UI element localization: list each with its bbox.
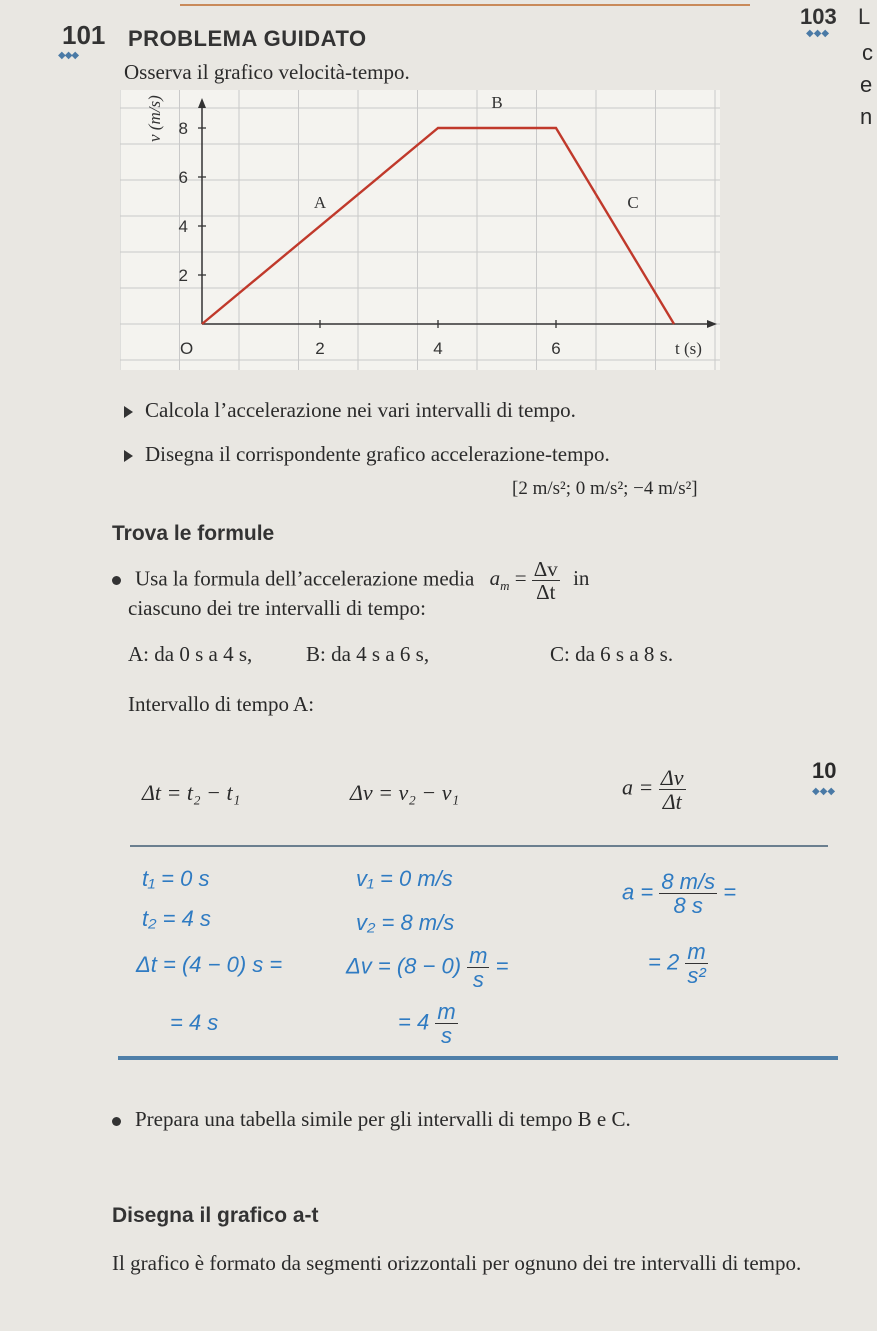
header-a-fraction: [659, 766, 686, 813]
dv-result-den: s: [440, 1023, 452, 1049]
formula-numerator: Δv: [533, 557, 558, 581]
top-rule: [180, 4, 750, 6]
dot-bullet-icon: [112, 1117, 121, 1126]
answer-values: [2 m/s²; 0 m/s²; −4 m/s²]: [512, 478, 698, 499]
segment-label-b: B: [491, 93, 503, 112]
prepara-content: Prepara una tabella simile per gli intervalli di tempo B e C.: [135, 1107, 631, 1131]
dv-calc-den: s: [472, 967, 484, 993]
task-1: [124, 398, 576, 423]
side-letter-2: e: [860, 72, 873, 97]
y-tick-label: 8: [178, 119, 188, 138]
dv-calc-fraction: [467, 944, 489, 991]
a-result-fraction: [685, 940, 707, 987]
formula-denominator: Δt: [536, 580, 556, 605]
intro-text: Osserva il grafico velocità-tempo.: [124, 60, 410, 84]
y-tick-label: 6: [178, 168, 188, 187]
x-tick-label: 4: [433, 339, 443, 358]
row-v2: v₂ = 8 m/s: [356, 910, 455, 935]
side-letter-3: n: [860, 104, 873, 129]
x-axis-label: t (s): [675, 339, 702, 358]
segment-label-c: C: [627, 193, 639, 212]
triangle-bullet-icon: [124, 450, 133, 462]
dv-calc-lhs: Δv = (8 − 0): [346, 953, 462, 979]
trova-in: in: [573, 566, 590, 591]
origin-label: O: [180, 339, 194, 358]
velocity-time-chart: [120, 90, 720, 370]
trova-text-1: Usa la formula dell’accelerazione media: [135, 566, 475, 591]
problem-title: PROBLEMA GUIDATO: [128, 26, 367, 51]
chart-background: [120, 90, 720, 370]
task-2-text: Disegna il corrispondente grafico accelerazione-tempo.: [145, 442, 610, 466]
side-dots: ◆◆◆: [812, 786, 836, 797]
row-a-calc: [622, 870, 736, 917]
a-result-num: m: [687, 939, 706, 964]
triangle-bullet-icon: [124, 406, 133, 418]
dv-calc-eq: =: [495, 953, 509, 979]
interval-a: A: da 0 s a 4 s,: [128, 642, 253, 666]
trova-line-2: ciascuno dei tre intervalli di tempo:: [128, 596, 426, 620]
y-tick-label: 2: [178, 266, 188, 285]
header-a-lhs: a =: [622, 774, 654, 800]
y-axis-label: v (m/s): [145, 95, 164, 142]
trova-line-1: Usa la formula dell’accelerazione media $a_m$ = $\frac{\Delta v}{\Delta t}$ in: [112, 558, 752, 603]
x-tick-label: 2: [315, 339, 325, 358]
task-2: [124, 442, 610, 467]
page-dots: ◆◆◆: [806, 28, 830, 39]
row-dt-result: = 4 s: [170, 1010, 219, 1035]
formula-a: a: [489, 566, 501, 591]
row-dv-calc: [346, 944, 508, 991]
problem-number: 101: [62, 20, 106, 50]
dv-result-num: m: [437, 999, 456, 1024]
header-a-num: Δv: [660, 765, 684, 790]
table-header-dt: Δt = t₂ − t₁: [142, 780, 241, 805]
a-calc-lhs: a =: [622, 879, 654, 905]
side-problem-number: 10: [812, 758, 837, 783]
disegna-text: Il grafico è formato da segmenti orizzontali per ognuno dei tre intervalli di tempo.: [112, 1251, 802, 1275]
row-a-result: [648, 940, 708, 987]
a-calc-eq: =: [723, 879, 737, 905]
page-corner-letter: L: [858, 4, 871, 29]
header-a-den: Δt: [662, 789, 682, 815]
page-number: 103: [800, 4, 837, 29]
a-calc-num: 8 m/s: [661, 869, 716, 894]
a-calc-den: 8 s: [673, 893, 703, 919]
interval-c: C: da 6 s a 8 s.: [550, 642, 674, 666]
a-result-den: s²: [687, 963, 706, 989]
y-tick-label: 4: [178, 217, 188, 236]
dv-result-lhs: = 4: [398, 1009, 430, 1035]
dv-calc-num: m: [469, 943, 488, 968]
interval-b: B: da 4 s a 6 s,: [306, 642, 430, 666]
table-bottom-rule: [118, 1056, 838, 1060]
a-result-lhs: = 2: [648, 949, 680, 975]
table-header-dv: Δv = v₂ − v₁: [350, 780, 460, 805]
row-v1: v₁ = 0 m/s: [356, 866, 453, 891]
formula-sub: m: [500, 578, 510, 594]
a-calc-fraction: [659, 870, 717, 917]
table-divider: [130, 845, 828, 847]
side-letter-1: c: [862, 40, 873, 65]
difficulty-dots: ◆◆◆: [58, 50, 79, 61]
x-tick-label: 6: [551, 339, 561, 358]
section-title-disegna: Disegna il grafico a-t: [112, 1204, 319, 1227]
row-dv-result: [398, 1000, 458, 1047]
row-dt-calc: Δt = (4 − 0) s =: [136, 952, 283, 977]
table-header-a: [622, 766, 686, 813]
dv-result-fraction: [435, 1000, 457, 1047]
task-1-text: Calcola l’accelerazione nei vari intervalli di tempo.: [145, 398, 576, 422]
intervallo-title: Intervallo di tempo A:: [128, 692, 315, 716]
segment-label-a: A: [313, 193, 327, 212]
formula-fraction: [532, 558, 560, 603]
prepara-text: [112, 1100, 792, 1138]
dot-bullet-icon: [112, 576, 121, 585]
row-t2: t₂ = 4 s: [142, 906, 211, 931]
row-t1: t₁ = 0 s: [142, 866, 210, 891]
section-title-trova: Trova le formule: [112, 522, 275, 545]
